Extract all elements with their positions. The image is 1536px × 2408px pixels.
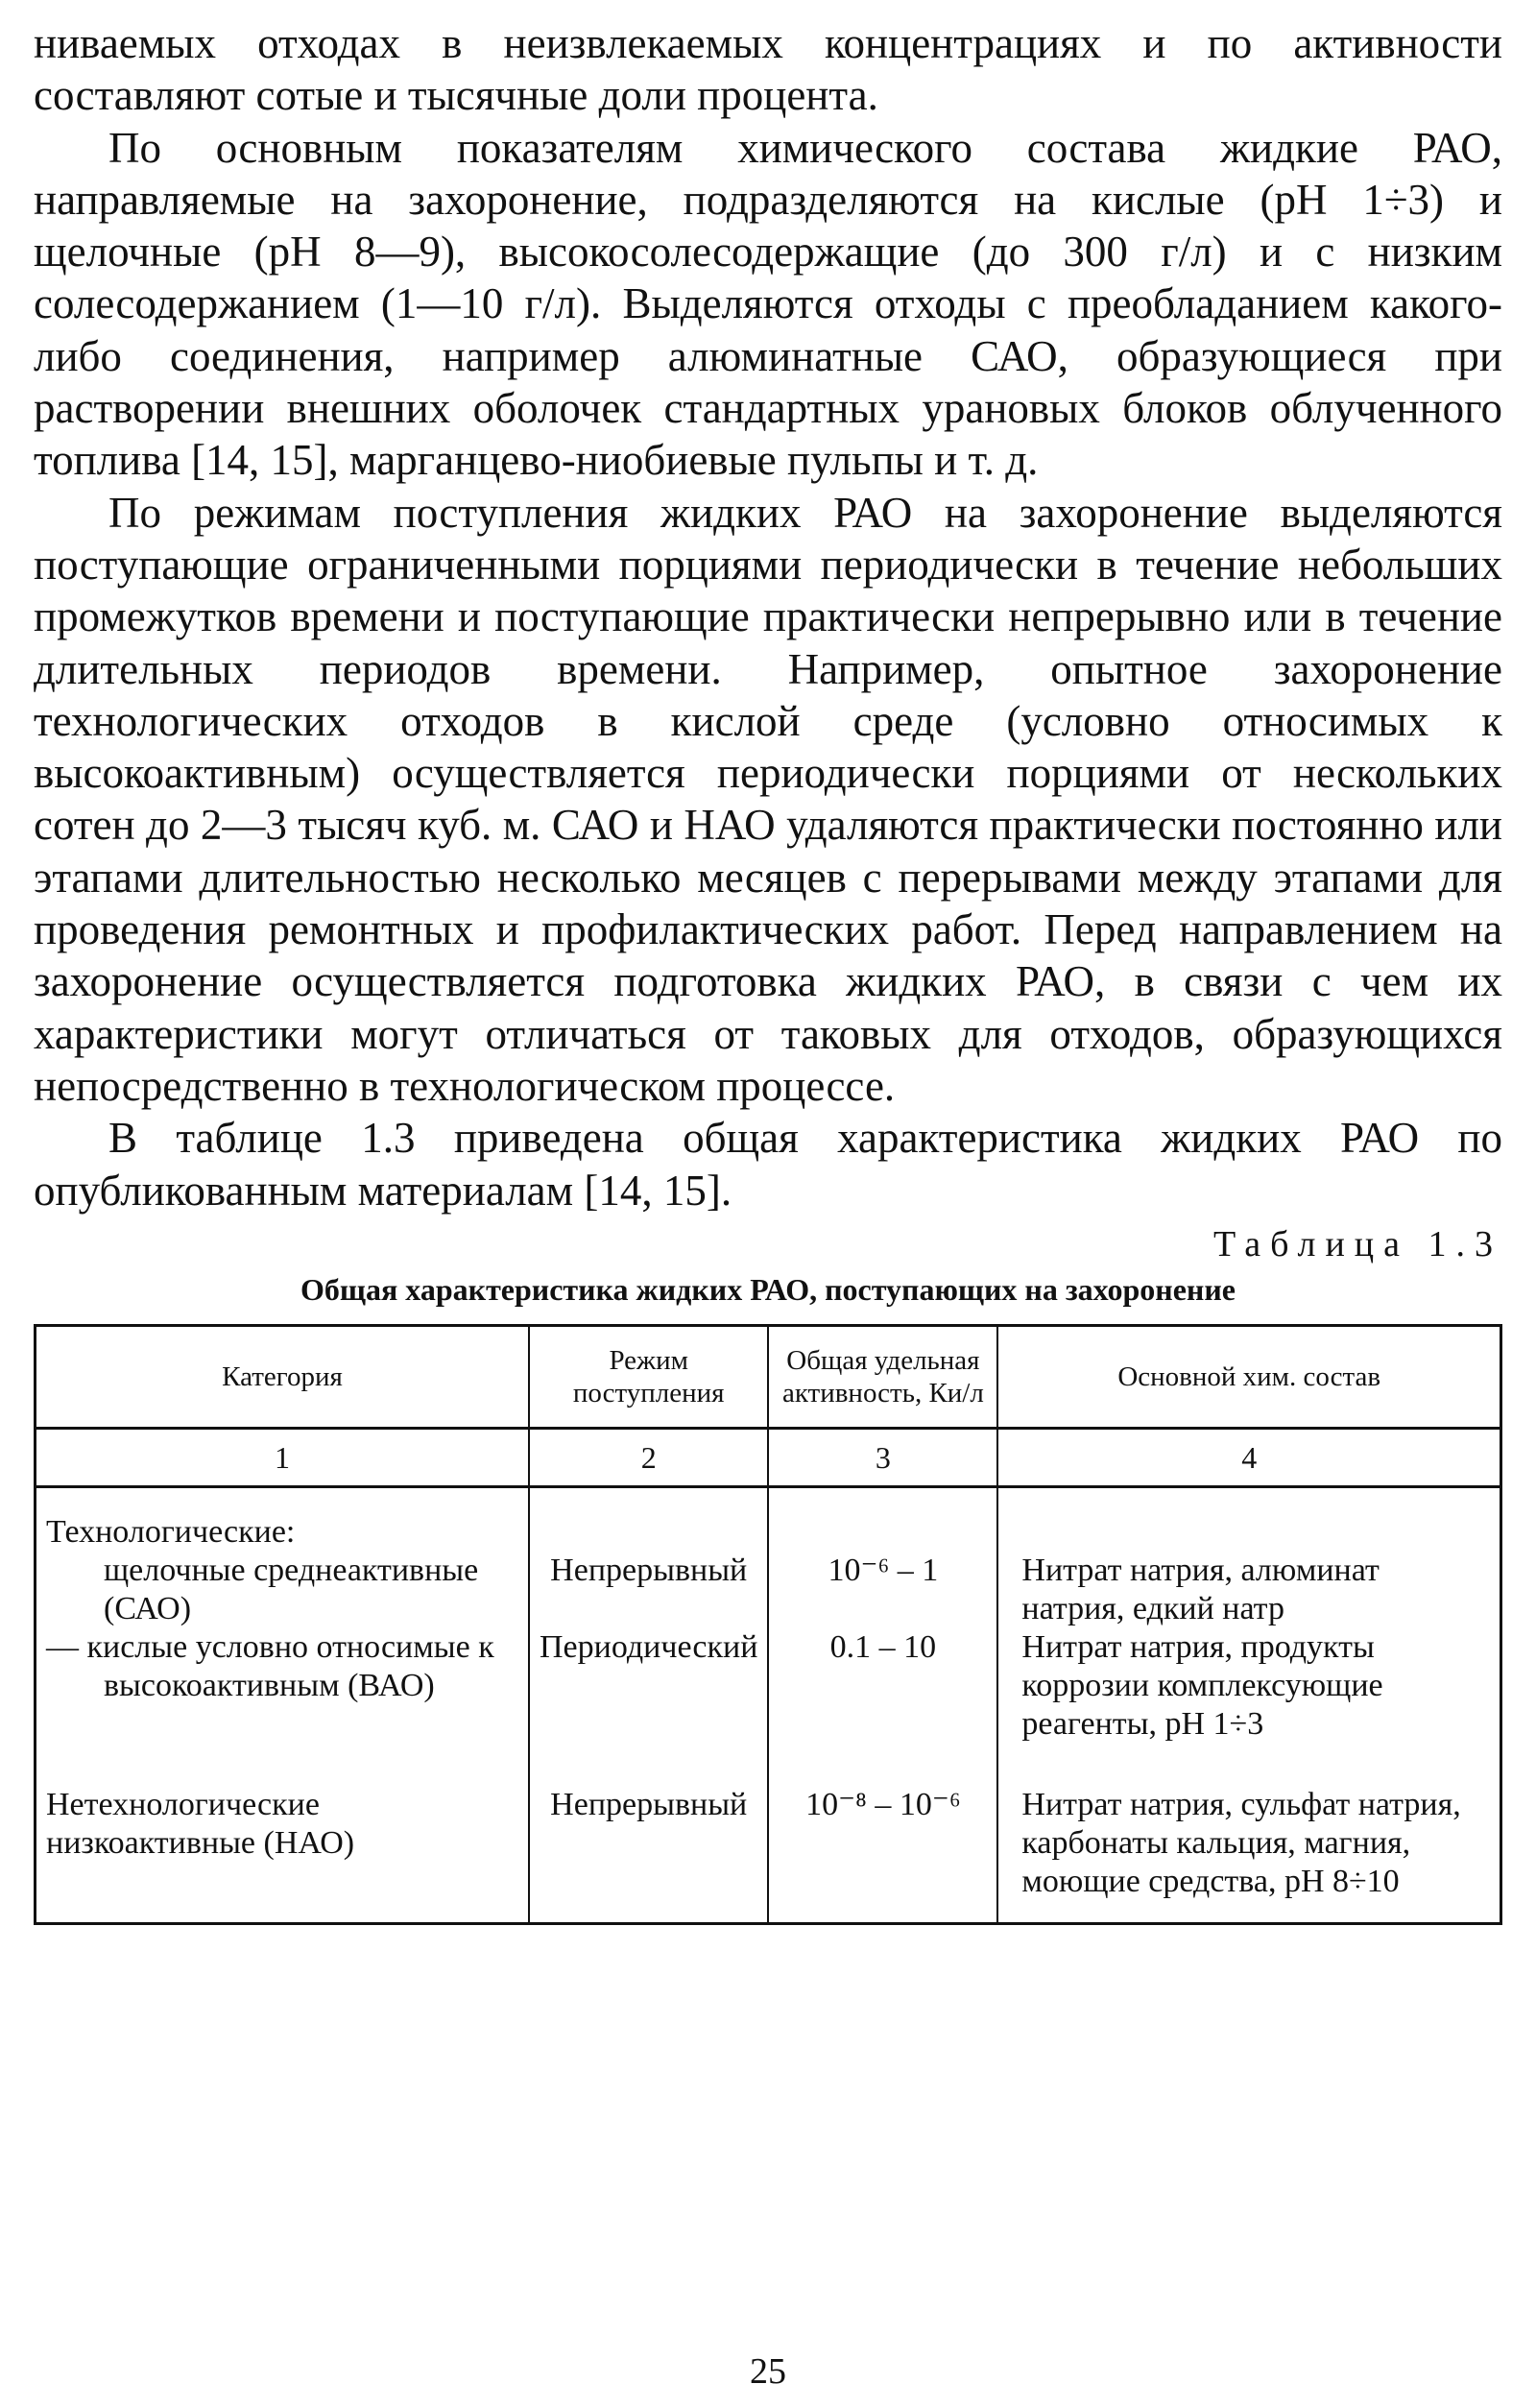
header-composition: Основной хим. состав <box>997 1325 1500 1428</box>
group-title: Технологические: <box>46 1513 296 1550</box>
row-activity: 0.1 – 10 <box>768 1628 997 1744</box>
table-row <box>36 1628 1501 1744</box>
category-cell <box>36 1486 530 1628</box>
table-header-row <box>36 1325 1501 1428</box>
column-number: 3 <box>768 1428 997 1486</box>
page-number: 25 <box>750 2351 786 2392</box>
table-label: Таблица 1.3 <box>1212 1223 1502 1264</box>
row-composition: Нитрат натрия, сульфат натрия, карбонаты кальция, магния, моющие средства, pH 8÷10 <box>997 1744 1500 1924</box>
row-mode: Непрерывный <box>529 1744 768 1924</box>
column-number: 4 <box>997 1428 1500 1486</box>
page-body <box>34 17 1502 1925</box>
row-mode: Периодический <box>529 1628 768 1744</box>
table-caption: Общая характеристика жидких РАО, поступающих на захоронение <box>300 1271 1236 1307</box>
header-category: Категория <box>36 1325 530 1428</box>
column-number-row <box>36 1428 1501 1486</box>
row-category: щелочные среднеактивные (САО) <box>104 1552 479 1626</box>
table-row <box>36 1744 1501 1924</box>
category-cell <box>36 1628 530 1744</box>
row-mode: Непрерывный <box>529 1486 768 1628</box>
table-row <box>36 1486 1501 1628</box>
row-category: — кислые условно относимые к высокоактивным (ВАО) <box>46 1628 494 1703</box>
paragraph-2: По основным показателям химического состава жидкие РАО, направляемые на захоронение, подразделяются на кислые (pH 1÷3) и щелочные (pH 8—9), высокосолесодержащие (до 300 г/л) и с низким солесодержанием (1—10 г/л). Выделяются отходы с преобладанием какого-либо соединения, например алюминатные САО, образующиеся при растворении внешних оболочек стандартных урановых блоков облученного топлива [14, 15], марганцево-ниобиевые пульпы и т. д. <box>34 123 1502 485</box>
column-number: 2 <box>529 1428 768 1486</box>
column-number: 1 <box>36 1428 530 1486</box>
paragraph-1: ниваемых отходах в неизвлекаемых концентрациях и по активности составляют сотые и тысячные доли процента. <box>34 19 1502 120</box>
row-composition: Нитрат натрия, продукты коррозии комплексующие реагенты, pH 1÷3 <box>997 1628 1500 1744</box>
paragraph-3: По режимам поступления жидких РАО на захоронение выделяются поступающие ограниченными порциями периодически в течение небольших промежутков времени и поступающие практически непрерывно или в течение длительных периодов времени. Например, опытное захоронение технологических отходов в кислой среде (условно относимых к высокоактивным) осуществляется периодически порциями от нескольких сотен до 2—3 тысяч куб. м. САО и НАО удаляются практически постоянно или этапами длительностью несколько месяцев с перерывами между этапами для проведения ремонтных и профилактических работ. Перед направлением на захоронение осуществляется подготовка жидких РАО, в связи с чем их характеристики могут отличаться от таковых для отходов, образующихся непосредственно в технологическом процессе. <box>34 488 1502 1110</box>
row-activity: 10⁻⁸ – 10⁻⁶ <box>768 1744 997 1924</box>
row-category: Нетехнологические низкоактивные (НАО) <box>36 1744 530 1924</box>
row-activity: 10⁻⁶ – 1 <box>768 1486 997 1628</box>
header-mode: Режим поступления <box>529 1325 768 1428</box>
header-activity: Общая удельная активность, Ки/л <box>768 1325 997 1428</box>
data-table <box>34 1324 1502 1925</box>
row-composition: Нитрат натрия, алюминат натрия, едкий натр <box>997 1486 1500 1628</box>
paragraph-4: В таблице 1.3 приведена общая характеристика жидких РАО по опубликованным материалам [14, 15]. <box>34 1114 1502 1215</box>
